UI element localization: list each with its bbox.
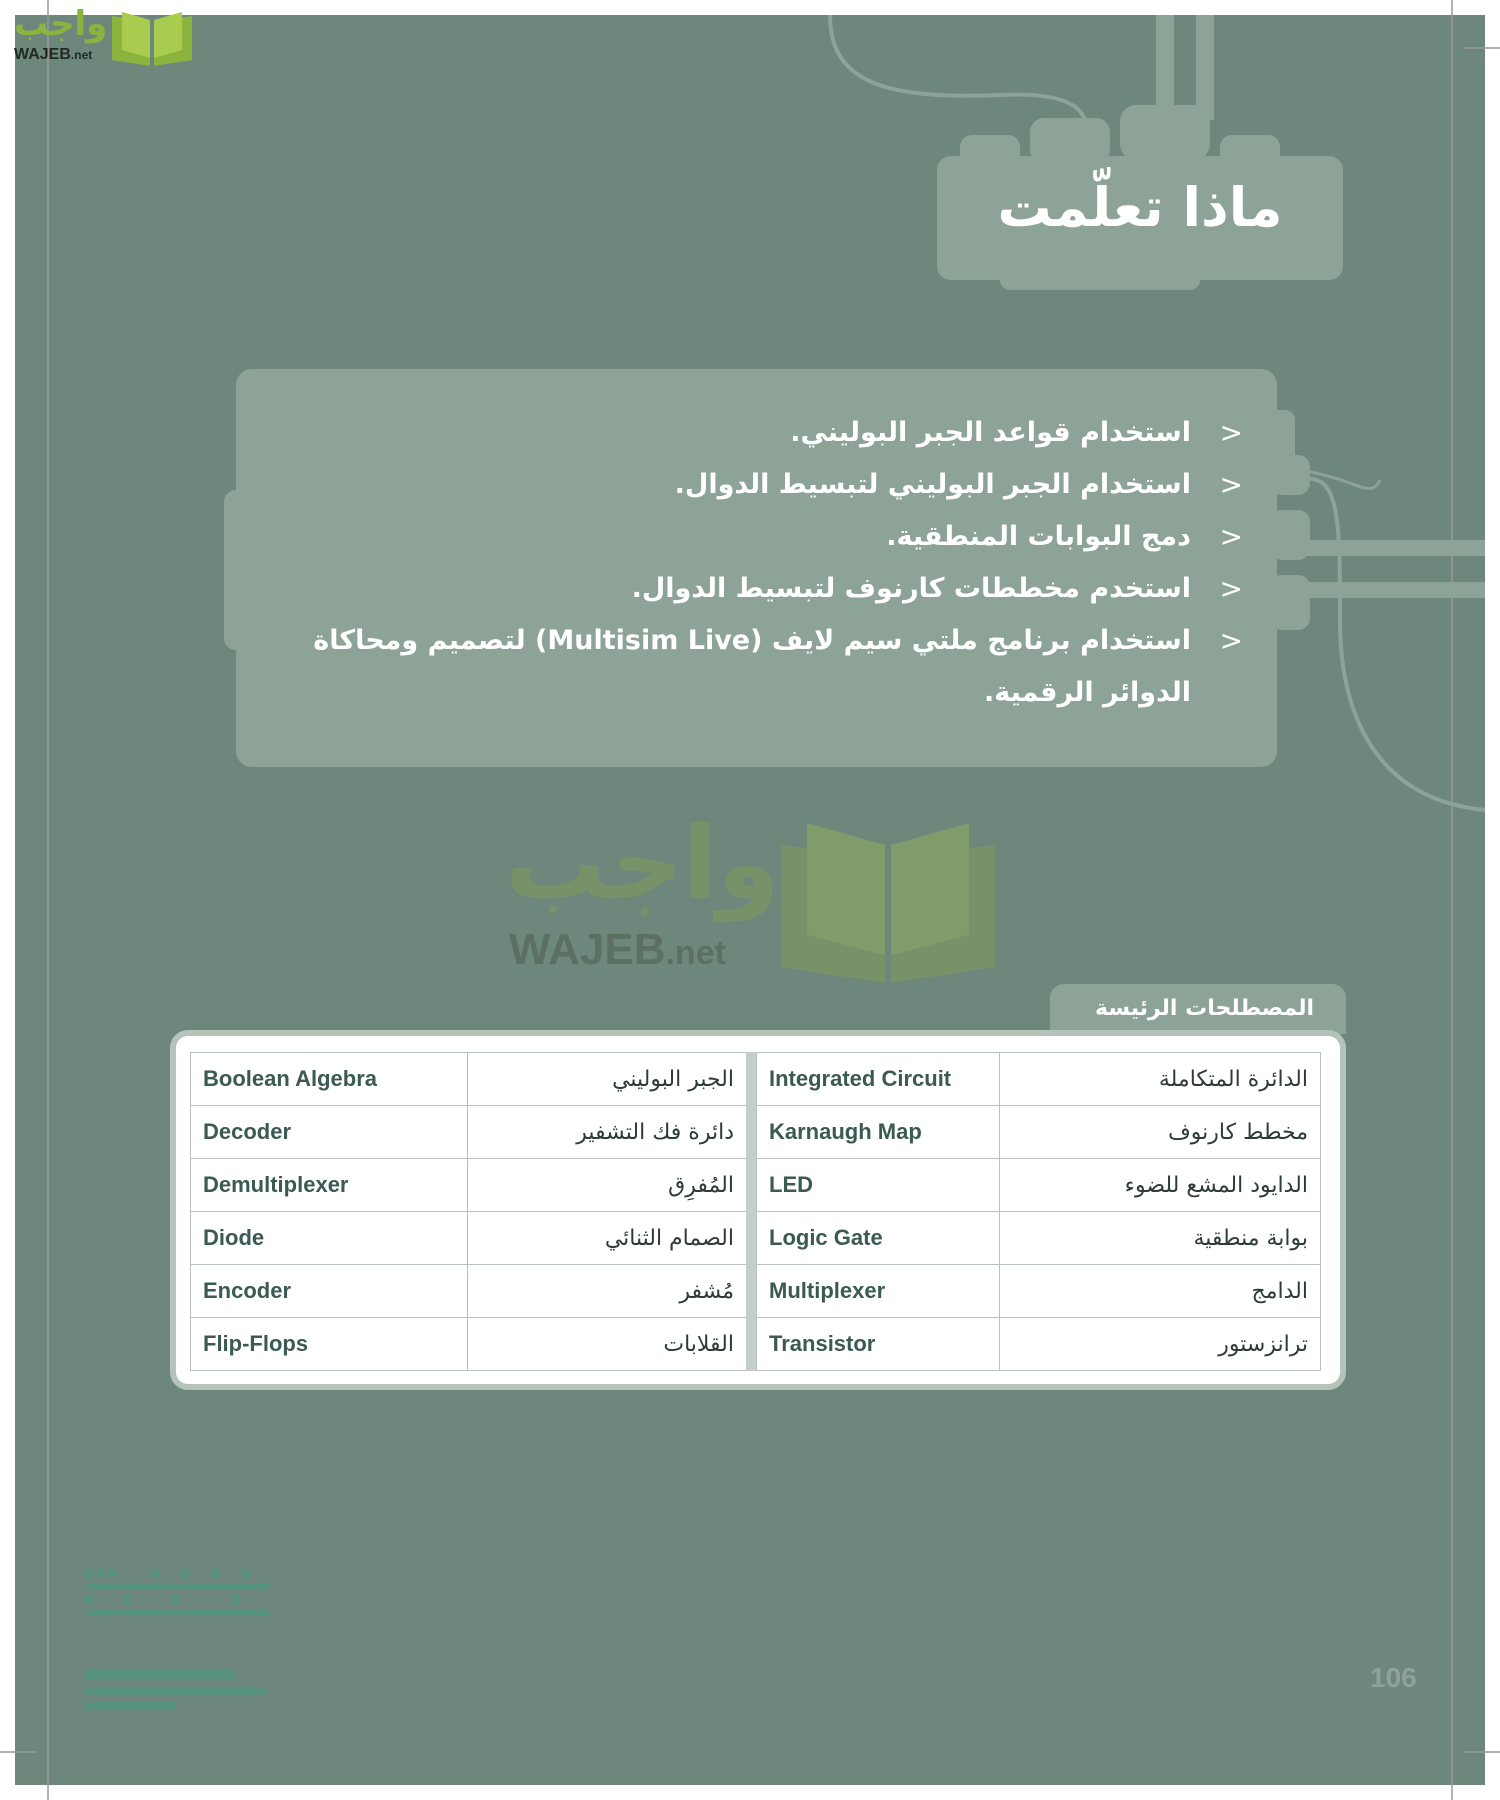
list-item: < استخدام الجبر البوليني لتبسيط الدوال. xyxy=(311,459,1191,511)
list-item: < استخدم مخططات كارنوف لتبسيط الدوال. xyxy=(311,563,1191,615)
term-english: Multiplexer xyxy=(757,1265,1000,1318)
term-arabic: ترانزستور xyxy=(1000,1318,1321,1371)
term-english: Diode xyxy=(191,1212,468,1265)
chevron-bullet-icon: < xyxy=(1219,624,1243,657)
logo-latin-text: WAJEB.net xyxy=(14,46,93,63)
watermark-logo xyxy=(505,805,1005,985)
term-arabic: الدائرة المتكاملة xyxy=(1000,1053,1321,1106)
title-panel xyxy=(937,156,1343,280)
ministry-logo-icon xyxy=(82,1560,282,1720)
term-english: Boolean Algebra xyxy=(191,1053,468,1106)
term-english: Integrated Circuit xyxy=(757,1053,1000,1106)
chevron-bullet-icon: < xyxy=(1219,520,1243,553)
chevron-bullet-icon: < xyxy=(1219,468,1243,501)
term-english: Transistor xyxy=(757,1318,1000,1371)
book-icon xyxy=(108,8,196,68)
page-title: ماذا تعلّمت xyxy=(997,176,1283,239)
term-arabic: المُفرِق xyxy=(468,1159,752,1212)
objectives-panel xyxy=(236,369,1277,767)
list-item: < استخدام برنامج ملتي سيم لايف (Multisim Live) لتصميم ومحاكاة الدوائر الرقمية. xyxy=(311,615,1191,719)
page-number: 106 xyxy=(1370,1662,1417,1693)
term-arabic: الصمام الثنائي xyxy=(468,1212,752,1265)
term-english: Decoder xyxy=(191,1106,468,1159)
term-arabic: القلابات xyxy=(468,1318,752,1371)
wajeb-logo[interactable] xyxy=(8,4,198,70)
watermark-latin-text: WAJEB.net xyxy=(509,925,726,974)
table-row xyxy=(191,1106,1321,1159)
key-terms-card xyxy=(170,1030,1346,1390)
book-icon xyxy=(773,815,1003,985)
term-english: Encoder xyxy=(191,1265,468,1318)
chevron-bullet-icon: < xyxy=(1219,416,1243,449)
term-arabic: دائرة فك التشفير xyxy=(468,1106,752,1159)
term-arabic: الدامج xyxy=(1000,1265,1321,1318)
term-english: Demultiplexer xyxy=(191,1159,468,1212)
term-arabic: مخطط كارنوف xyxy=(1000,1106,1321,1159)
objectives-list xyxy=(311,407,1243,719)
list-item: < دمج البوابات المنطقية. xyxy=(311,511,1191,563)
term-english: Logic Gate xyxy=(757,1212,1000,1265)
chevron-bullet-icon: < xyxy=(1219,572,1243,605)
term-arabic: بوابة منطقية xyxy=(1000,1212,1321,1265)
terms-heading-tab xyxy=(1050,984,1346,1034)
watermark-arabic-text: واجب xyxy=(505,805,780,922)
table-row xyxy=(191,1053,1321,1106)
term-english: Karnaugh Map xyxy=(757,1106,1000,1159)
table-row xyxy=(191,1265,1321,1318)
list-item: < استخدام قواعد الجبر البوليني. xyxy=(311,407,1191,459)
term-arabic: مُشفر xyxy=(468,1265,752,1318)
terms-heading: المصطلحات الرئيسة xyxy=(1095,996,1314,1021)
table-row xyxy=(191,1212,1321,1265)
table-row xyxy=(191,1318,1321,1371)
term-arabic: الدايود المشع للضوء xyxy=(1000,1159,1321,1212)
term-english: LED xyxy=(757,1159,1000,1212)
key-terms-table xyxy=(190,1052,1321,1371)
term-arabic: الجبر البوليني xyxy=(468,1053,752,1106)
term-english: Flip-Flops xyxy=(191,1318,468,1371)
table-row xyxy=(191,1159,1321,1212)
logo-arabic-text: واجب xyxy=(14,4,108,44)
